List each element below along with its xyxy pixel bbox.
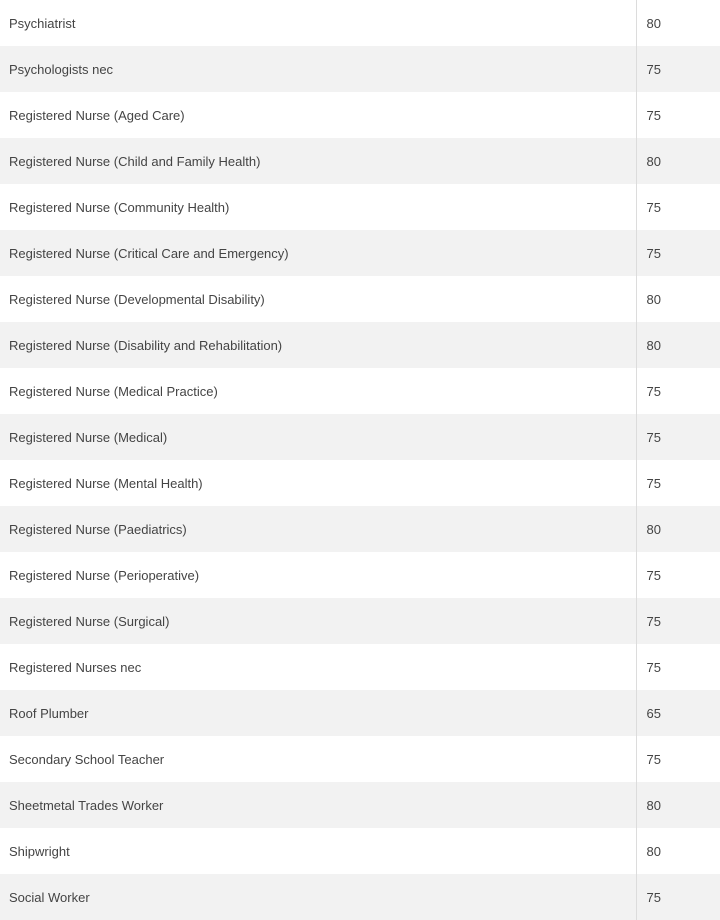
table-row [0,828,720,874]
score-cell: 80 [636,276,720,322]
table-row [0,460,720,506]
occupation-cell: Roof Plumber [0,690,636,736]
occupation-cell: Registered Nurse (Disability and Rehabilitation) [0,322,636,368]
occupation-cell: Sheetmetal Trades Worker [0,782,636,828]
table-row [0,552,720,598]
occupation-cell: Secondary School Teacher [0,736,636,782]
occupation-cell: Shipwright [0,828,636,874]
occupation-cell: Registered Nurse (Surgical) [0,598,636,644]
occupation-cell: Registered Nurse (Community Health) [0,184,636,230]
occupation-cell: Registered Nurse (Child and Family Health) [0,138,636,184]
score-cell: 80 [636,0,720,46]
table-row [0,230,720,276]
score-cell: 75 [636,184,720,230]
table-row [0,414,720,460]
occupation-cell: Registered Nurse (Medical) [0,414,636,460]
table-row [0,644,720,690]
occupation-cell: Psychologists nec [0,46,636,92]
score-cell: 65 [636,690,720,736]
score-cell: 75 [636,46,720,92]
score-cell: 75 [636,460,720,506]
score-cell: 75 [636,598,720,644]
table-row [0,92,720,138]
occupation-cell: Registered Nurse (Critical Care and Emergency) [0,230,636,276]
score-cell: 75 [636,368,720,414]
table-row [0,598,720,644]
occupation-cell: Registered Nurse (Paediatrics) [0,506,636,552]
score-cell: 75 [636,92,720,138]
table-row [0,138,720,184]
table-row [0,322,720,368]
table-row [0,46,720,92]
occupation-cell: Psychiatrist [0,0,636,46]
score-cell: 75 [636,230,720,276]
table-row [0,736,720,782]
table-row [0,690,720,736]
table-row [0,368,720,414]
score-cell: 75 [636,414,720,460]
score-cell: 80 [636,322,720,368]
table-row [0,782,720,828]
table-row [0,184,720,230]
occupation-cell: Registered Nurses nec [0,644,636,690]
score-cell: 75 [636,736,720,782]
table-row [0,874,720,920]
score-cell: 80 [636,506,720,552]
score-cell: 80 [636,828,720,874]
occupation-cell: Registered Nurse (Perioperative) [0,552,636,598]
occupation-cell: Social Worker [0,874,636,920]
score-cell: 75 [636,874,720,920]
table-row [0,276,720,322]
occupation-cell: Registered Nurse (Aged Care) [0,92,636,138]
table-row [0,506,720,552]
score-cell: 80 [636,138,720,184]
score-cell: 75 [636,644,720,690]
score-cell: 80 [636,782,720,828]
table-row [0,0,720,46]
occupation-cell: Registered Nurse (Mental Health) [0,460,636,506]
occupation-cell: Registered Nurse (Developmental Disability) [0,276,636,322]
occupation-cell: Registered Nurse (Medical Practice) [0,368,636,414]
score-cell: 75 [636,552,720,598]
